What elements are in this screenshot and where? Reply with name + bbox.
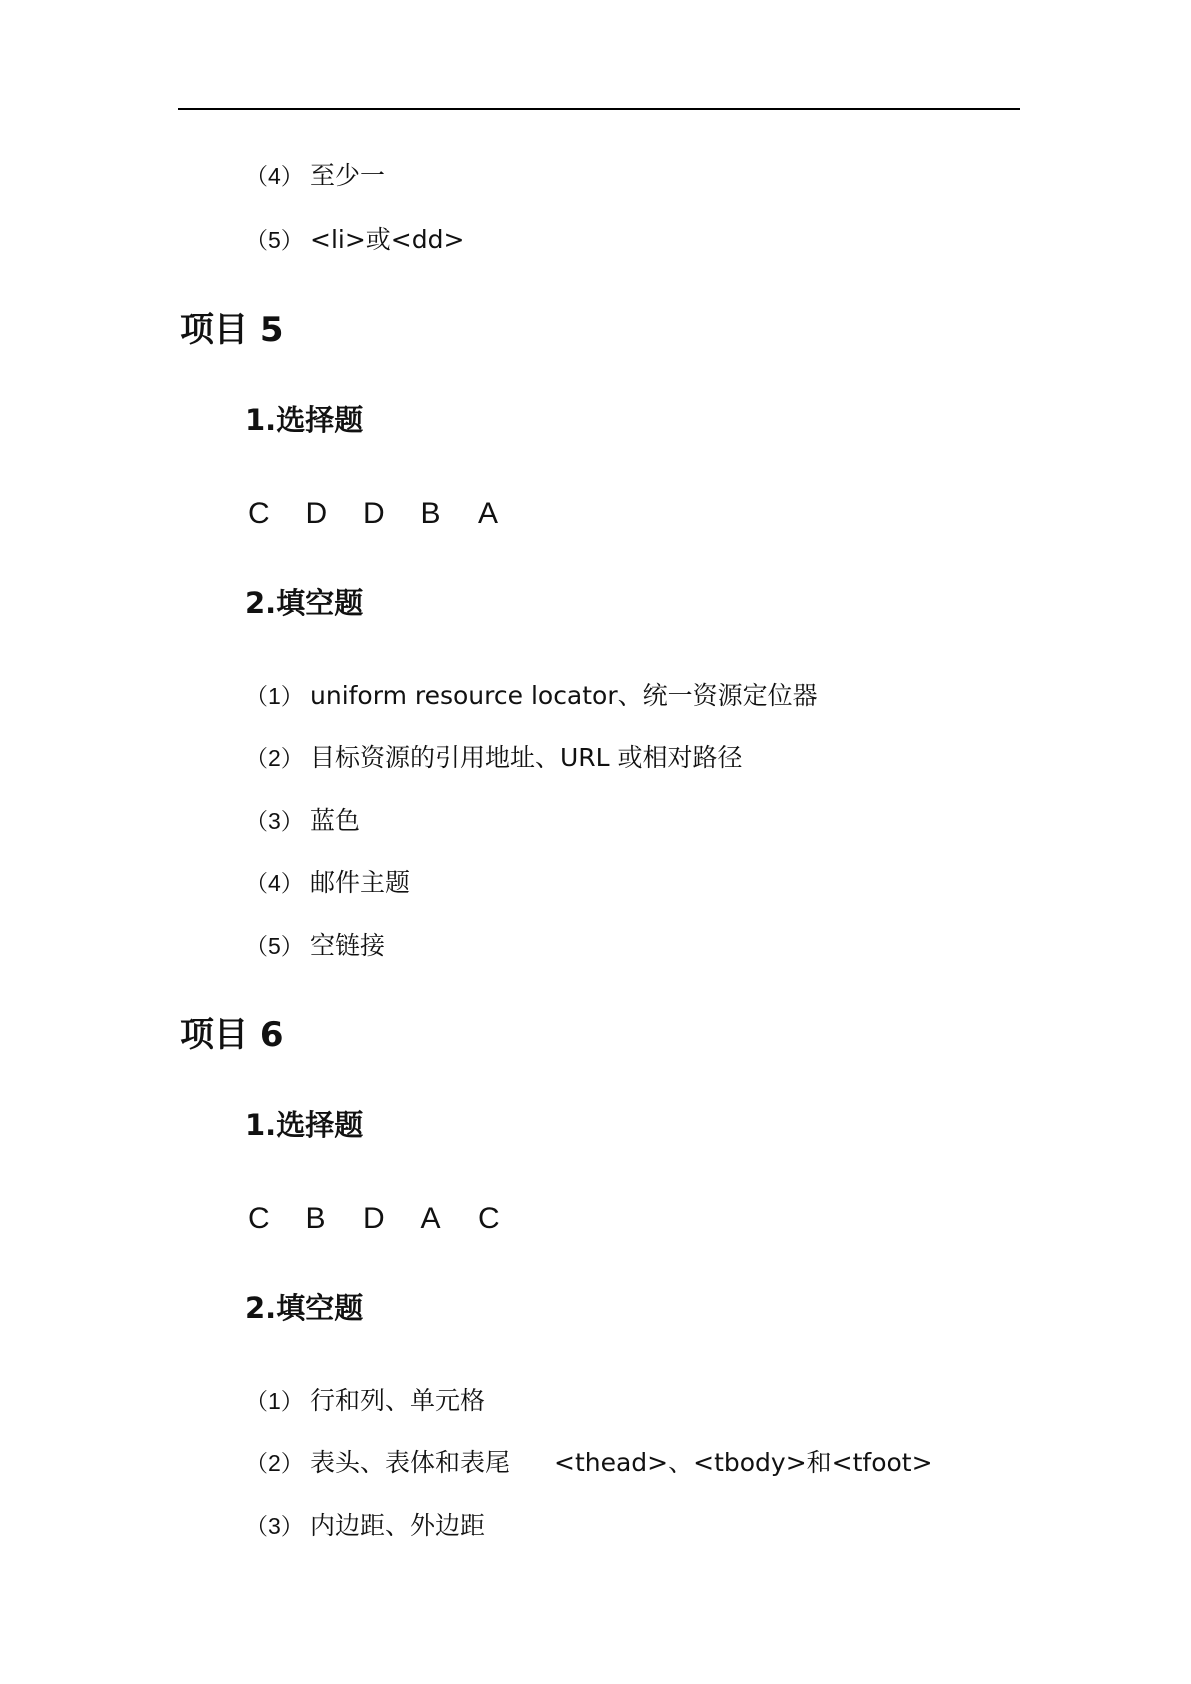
choice-answer: B [420,497,441,530]
header-rule [178,108,1020,110]
list-item [245,224,464,256]
item-text: 蓝色 [310,806,361,835]
item-number: （1） [245,1388,304,1414]
choice-answer: A [420,1202,441,1235]
choice-answer: A [478,497,499,530]
item-text: 目标资源的引用地址、URL 或相对路径 [310,743,743,772]
project-5-heading: 项目 5 [180,310,284,350]
item-number: （3） [245,808,304,834]
list-item [245,1385,485,1417]
item-number: （2） [245,1450,304,1476]
project-6-heading: 项目 6 [180,1015,284,1055]
project-6-choice-answers [248,1201,536,1237]
item-number: （2） [245,745,304,771]
list-item [245,160,385,192]
item-text: 邮件主题 [310,868,411,897]
project-6-choice-heading: 1.选择题 [245,1108,364,1142]
project-5-fill-heading: 2.填空题 [245,586,364,620]
project-6-fill-heading: 2.填空题 [245,1291,364,1325]
item-text-extra: <thead>、<tbody>和<tfoot> [554,1448,933,1477]
choice-answer: C [478,1202,500,1235]
item-text: 空链接 [310,931,386,960]
choice-answer: D [363,497,385,530]
item-number: （5） [245,227,304,253]
list-item [245,805,360,837]
item-number: （5） [245,933,304,959]
item-text: 表头、表体和表尾 [310,1448,511,1477]
item-text: 行和列、单元格 [310,1386,486,1415]
choice-answer: C [248,497,270,530]
item-number: （3） [245,1513,304,1539]
item-number: （4） [245,163,304,189]
list-item [245,867,410,899]
choice-answer: D [363,1202,385,1235]
project-5-choice-heading: 1.选择题 [245,403,364,437]
item-text: uniform resource locator、统一资源定位器 [310,681,818,710]
item-number: （4） [245,870,304,896]
list-item [245,680,818,712]
choice-answer: D [305,497,328,530]
item-text: 至少一 [310,161,386,190]
project-5-choice-answers [248,496,536,532]
item-text: <li>或<dd> [310,225,465,254]
item-number: （1） [245,683,304,709]
choice-answer: C [248,1202,270,1235]
list-item [245,742,743,774]
item-text: 内边距、外边距 [310,1511,486,1540]
choice-answer: B [305,1202,326,1235]
list-item [245,930,385,962]
list-item [245,1447,933,1479]
list-item [245,1510,485,1542]
